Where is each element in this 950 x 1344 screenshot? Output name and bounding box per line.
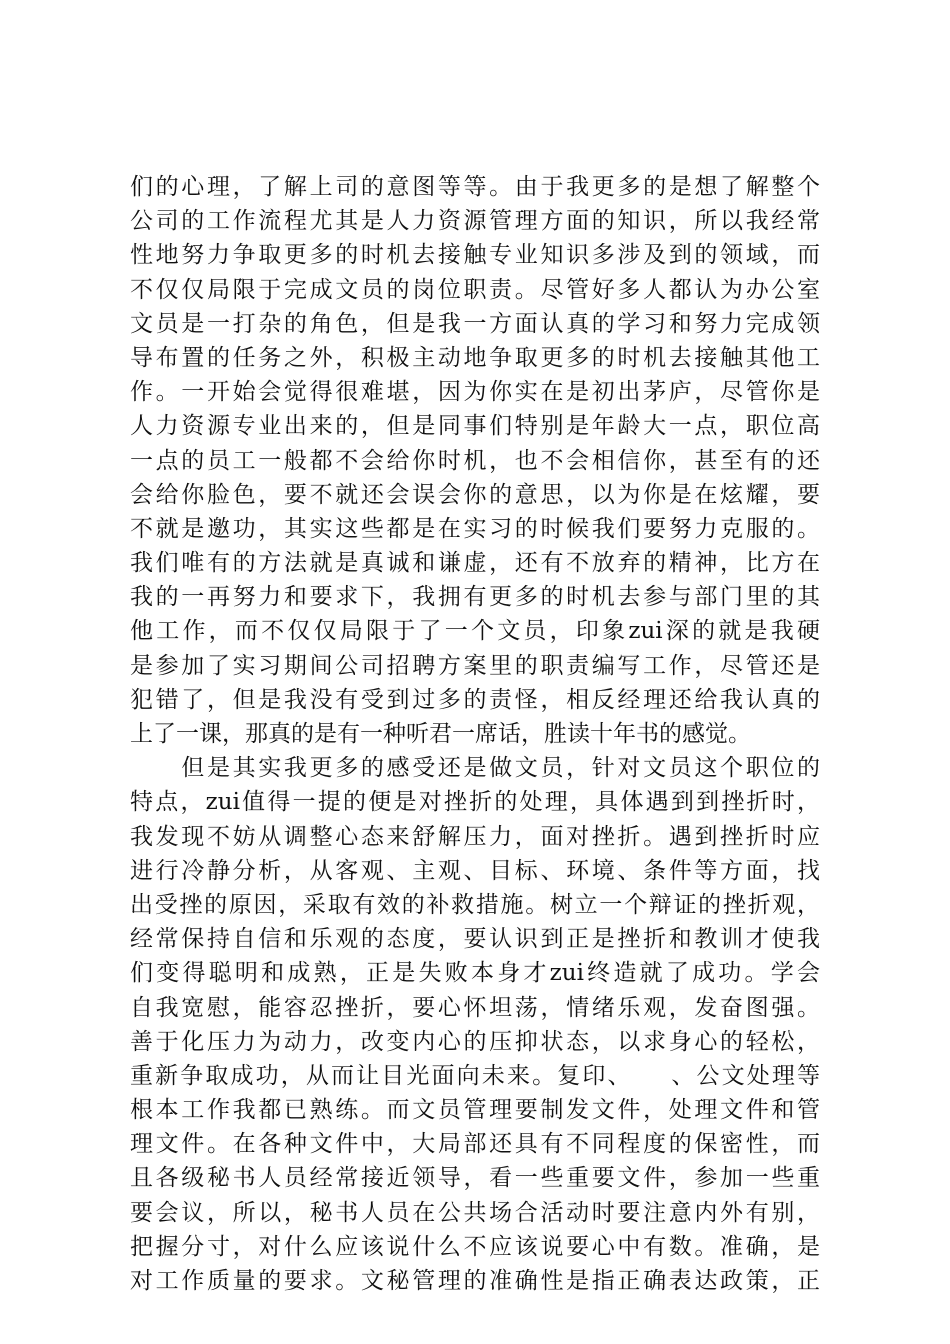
text-line: 上了一课，那真的是有一种听君一席话，胜读十年书的感觉。	[130, 721, 751, 747]
text-line: 自我宽慰，能容忍挫折，要心怀坦荡，情绪乐观，发奋图强。	[130, 994, 820, 1021]
text-line: 导布置的任务之外，积极主动地争取更多的时机去接触其他工	[130, 344, 820, 371]
text-line: 会给你脸色，要不就还会误会你的意思，以为你是在炫耀，要	[130, 481, 820, 508]
text-line: 根本工作我都已熟练。而文员管理要制发文件，处理文件和管	[130, 1097, 820, 1124]
text-line: 他工作，而不仅仅局限于了一个文员，印象zui深的就是我硬	[130, 618, 820, 645]
text-line: 进行冷静分析，从客观、主观、目标、环境、条件等方面，找	[130, 857, 820, 884]
text-line: 对工作质量的要求。文秘管理的准确性是指正确表达政策，正	[130, 1268, 820, 1294]
text-line: 要会议，所以，秘书人员在公共场合活动时要注意内外有别，	[130, 1199, 820, 1226]
text-line: 但是其实我更多的感受还是做文员，针对文员这个职位的	[130, 755, 820, 782]
text-line: 性地努力争取更多的时机去接触专业知识多涉及到的领域，而	[130, 242, 820, 269]
text-line: 文员是一打杂的角色，但是我一方面认真的学习和努力完成领	[130, 310, 820, 337]
text-line: 我的一再努力和要求下，我拥有更多的时机去参与部门里的其	[130, 584, 820, 611]
text-line: 作。一开始会觉得很难堪，因为你实在是初出茅庐，尽管你是	[130, 379, 820, 406]
text-line: 们的心理，了解上司的意图等等。由于我更多的是想了解整个	[130, 174, 820, 200]
text-line: 经常保持自信和乐观的态度，要认识到正是挫折和教训才使我	[130, 926, 820, 953]
text-line: 且各级秘书人员经常接近领导，看一些重要文件，参加一些重	[130, 1165, 820, 1192]
body-text	[130, 170, 820, 1298]
text-line: 人力资源专业出来的，但是同事们特别是年龄大一点，职位高	[130, 413, 820, 440]
text-line: 犯错了，但是我没有受到过多的责怪，相反经理还给我认真的	[130, 686, 820, 713]
text-line: 们变得聪明和成熟，正是失败本身才zui终造就了成功。学会	[130, 960, 820, 987]
text-line: 把握分寸，对什么应该说什么不应该说要心中有数。准确，是	[130, 1233, 820, 1260]
text-line: 特点，zui值得一提的便是对挫折的处理，具体遇到到挫折时，	[130, 789, 820, 816]
text-line: 公司的工作流程尤其是人力资源管理方面的知识，所以我经常	[130, 208, 820, 235]
text-line: 理文件。在各种文件中，大局部还具有不同程度的保密性，而	[130, 1131, 820, 1158]
text-line: 是参加了实习期间公司招聘方案里的职责编写工作，尽管还是	[130, 652, 820, 679]
text-line: 重新争取成功，从而让目光面向未来。复印、 、公文处理等	[130, 1062, 820, 1089]
text-line: 一点的员工一般都不会给你时机，也不会相信你，甚至有的还	[130, 447, 820, 474]
text-line: 不仅仅局限于完成文员的岗位职责。尽管好多人都认为办公室	[130, 276, 820, 303]
text-line: 我们唯有的方法就是真诚和谦虚，还有不放弃的精神，比方在	[130, 550, 820, 577]
text-line: 善于化压力为动力，改变内心的压抑状态，以求身心的轻松，	[130, 1028, 820, 1055]
text-line: 出受挫的原因，采取有效的补救措施。树立一个辩证的挫折观，	[130, 891, 820, 918]
text-line: 不就是邀功，其实这些都是在实习的时候我们要努力克服的。	[130, 515, 820, 542]
text-line: 我发现不妨从调整心态来舒解压力，面对挫折。遇到挫折时应	[130, 823, 820, 850]
